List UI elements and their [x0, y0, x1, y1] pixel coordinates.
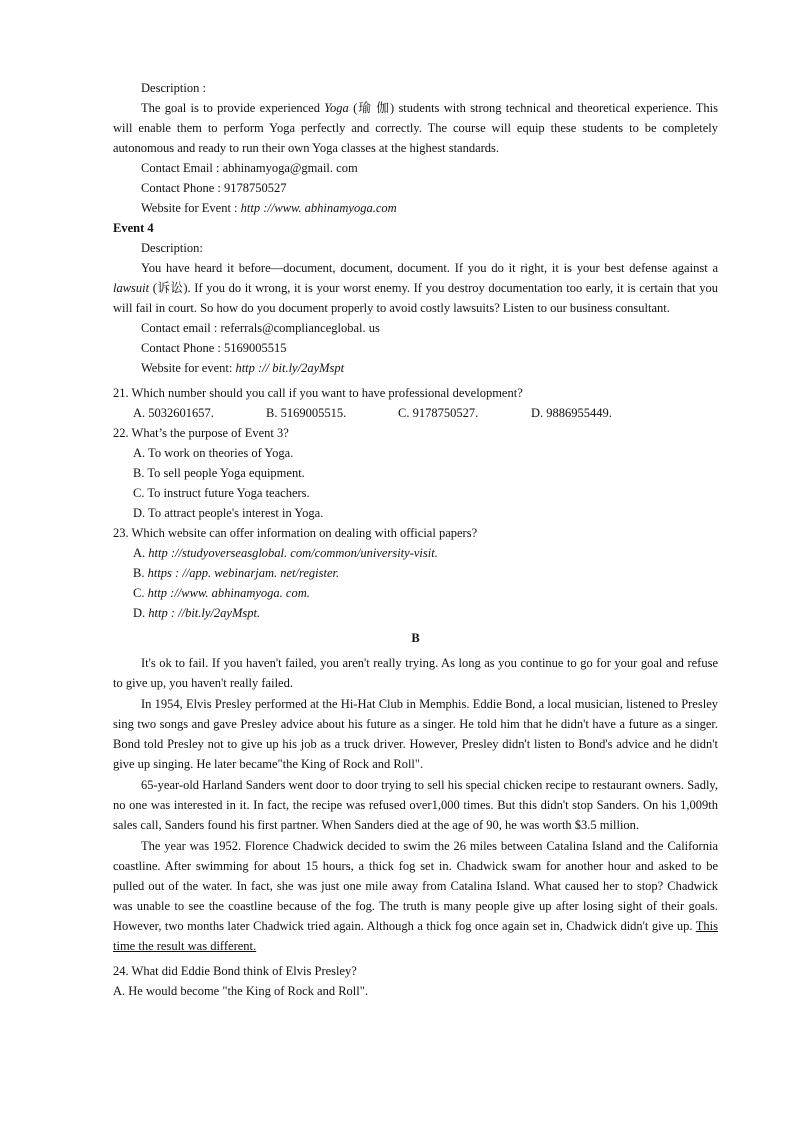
q23-option-d: D. http : //bit.ly/2ayMspt. [133, 606, 261, 620]
q24-option-a: A. He would become "the King of Rock and Roll". [113, 984, 368, 998]
q23-option-b: B. https : //app. webinarjam. net/register. [133, 566, 340, 580]
q21-options [113, 403, 718, 423]
event3-description: The goal is to provide experienced Yoga (瑜 伽) students with strong technical and theoretical experience. This will enable them to perform Yoga perfectly and correctly. The course will equip these students to be completely autonomous and ready to run their own Yoga classes at the highest standards. [113, 101, 718, 155]
underlined-sentence: This time the result was different. [113, 919, 718, 953]
q22-option-a: A. To work on theories of Yoga. [133, 446, 294, 460]
event4-website: Website for event: http :// bit.ly/2ayMspt [141, 361, 345, 375]
event4-email: Contact email : referrals@complianceglobal. us [141, 321, 380, 335]
q23-option-a: A. http ://studyoverseasglobal. com/common/university-visit. [133, 546, 438, 560]
q23-question: 23. Which website can offer information on dealing with official papers? [113, 526, 478, 540]
q22-option-d: D. To attract people's interest in Yoga. [133, 506, 324, 520]
q24-question: 24. What did Eddie Bond think of Elvis Presley? [113, 964, 357, 978]
q21-option-c: C. 9178750527. [398, 406, 479, 420]
event4-description: You have heard it before—document, document, document. If you do it right, it is your best defense against a lawsuit (诉讼). If you do it wrong, it is your worst enemy. If you destroy documentation too early, it is certain that you will fail in court. So how do you document properly to avoid costly lawsuits? Listen to our business consultant. [113, 261, 718, 315]
passage-b-heading: B [411, 631, 420, 645]
event3-website: Website for Event : http ://www. abhinamyoga.com [141, 201, 397, 215]
event4-phone: Contact Phone : 5169005515 [141, 341, 287, 355]
q21-option-d: D. 9886955449. [531, 406, 612, 420]
q21-question: 21. Which number should you call if you want to have professional development? [113, 386, 523, 400]
q22-option-c: C. To instruct future Yoga teachers. [133, 486, 310, 500]
passage-b-paragraph-2: In 1954, Elvis Presley performed at the Hi-Hat Club in Memphis. Eddie Bond, a local musician, listened to Presley sing two songs and gave Presley advice about his future as a singer. He told him that he didn't have a future as a singer. Bond told Presley not to give up his job as a truck driver. However, Presley didn't listen to Bond's advice and he didn't give up singing. He later became"the King of Rock and Roll". [113, 697, 718, 771]
q21-option-a: A. 5032601657. [133, 406, 214, 420]
event3-email: Contact Email : abhinamyoga@gmail. com [141, 161, 358, 175]
q22-question: 22. What’s the purpose of Event 3? [113, 426, 289, 440]
passage-b-paragraph-4: The year was 1952. Florence Chadwick decided to swim the 26 miles between Catalina Island and the California coastline. After swimming for about 15 hours, a thick fog set in. Chadwick swam for another hour and asked to be pulled out of the water. In fact, she was just one mile away from Catalina Island. What caused her to stop? Chadwick was unable to see the coastline because of the fog. The truth is many people give up after losing sight of their goals. However, two months later Chadwick tried again. Although a thick fog once again set in, Chadwick didn't give up. This time the result was different. [113, 839, 718, 953]
q23-option-c: C. http ://www. abhinamyoga. com. [133, 586, 310, 600]
event3-description-label: Description : [141, 81, 206, 95]
passage-b-paragraph-1: It's ok to fail. If you haven't failed, you aren't really trying. As long as you continue to go for your goal and refuse to give up, you haven't really failed. [113, 656, 718, 690]
passage-b-paragraph-3: 65-year-old Harland Sanders went door to door trying to sell his special chicken recipe to restaurant owners. Sadly, no one was interested in it. In fact, the recipe was refused over1,000 times. But this didn't stop Sanders. On his 1,009th sales call, Sanders found his first partner. When Sanders died at the age of 90, he was worth $3.5 million. [113, 778, 718, 832]
event3-phone: Contact Phone : 9178750527 [141, 181, 287, 195]
event4-website-link[interactable]: http :// bit.ly/2ayMspt [235, 361, 345, 375]
event3-website-link[interactable]: http ://www. abhinamyoga.com [240, 201, 397, 215]
q21-option-b: B. 5169005515. [266, 406, 347, 420]
document-page [113, 78, 718, 1001]
q22-option-b: B. To sell people Yoga equipment. [133, 466, 305, 480]
event4-heading: Event 4 [113, 221, 154, 235]
event4-description-label: Description: [141, 241, 203, 255]
